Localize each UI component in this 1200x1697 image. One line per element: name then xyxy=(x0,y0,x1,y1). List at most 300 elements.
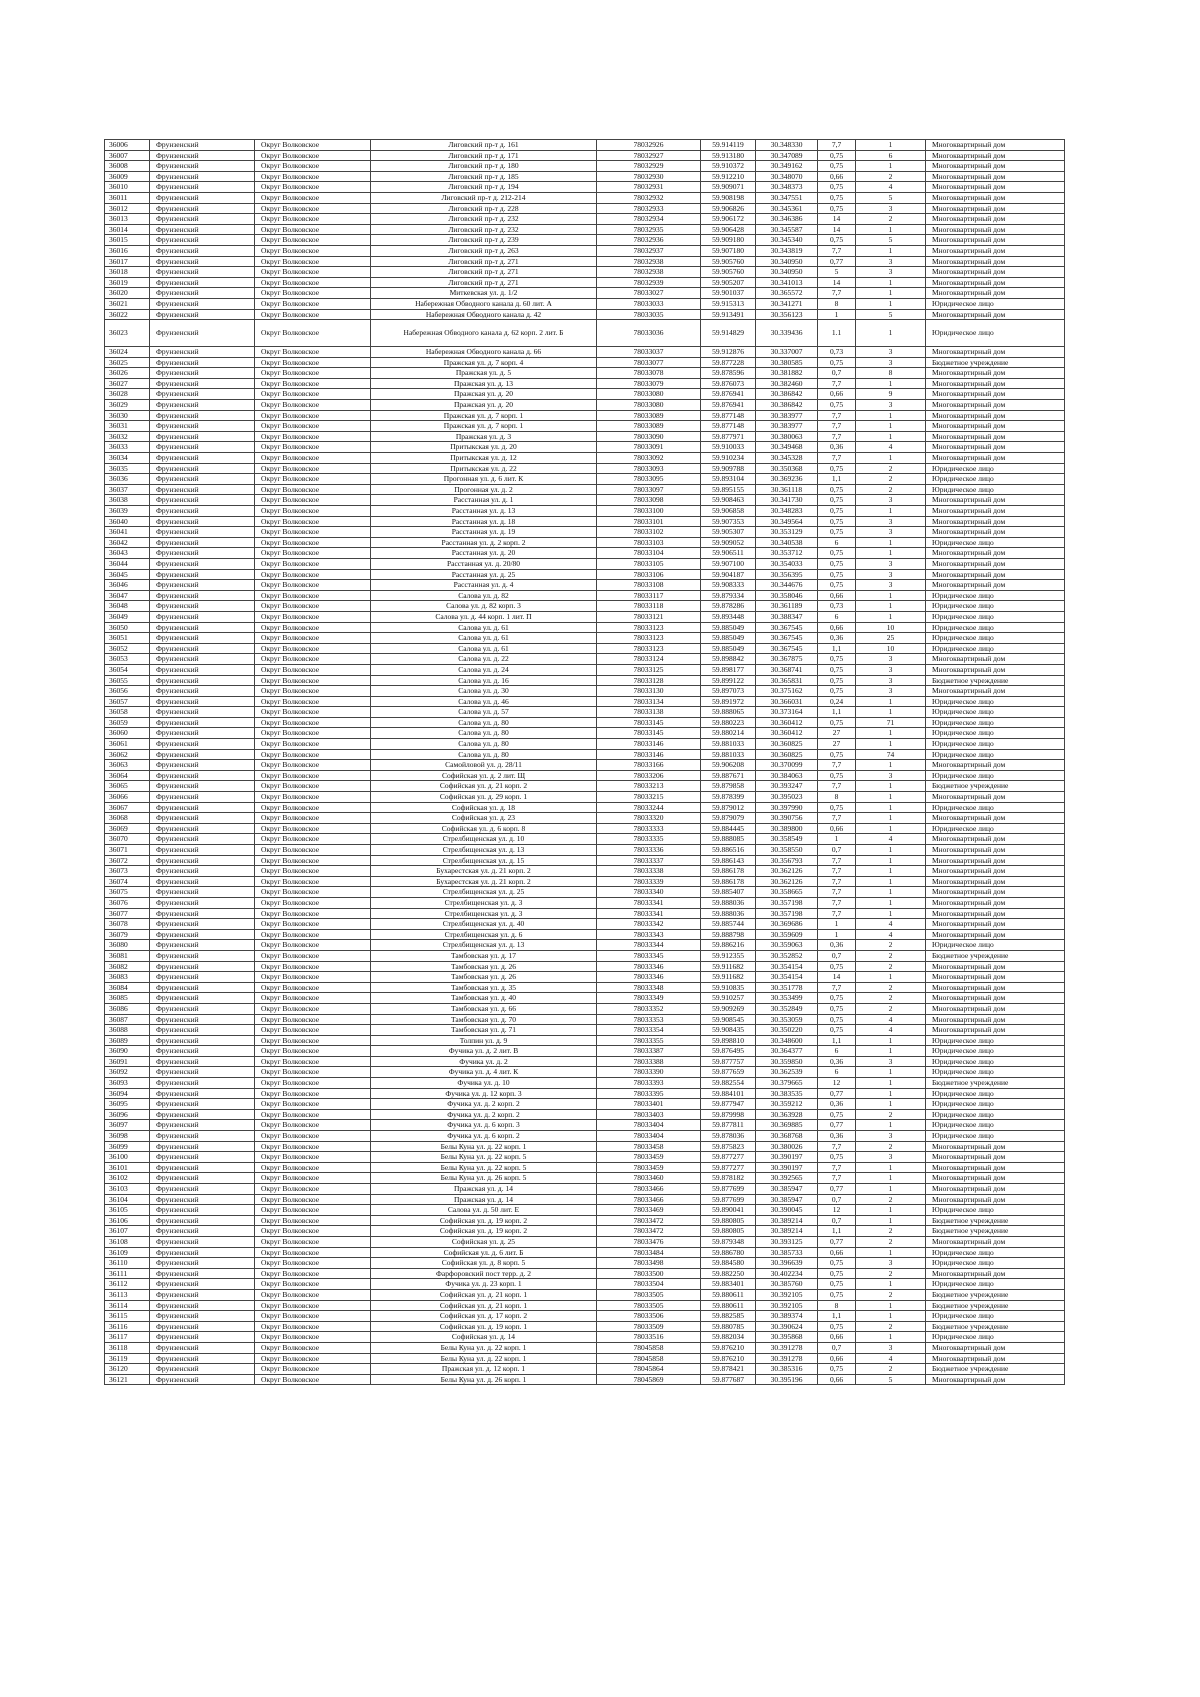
count-cell: 3 xyxy=(856,770,926,781)
longitude-cell: 30.385947 xyxy=(756,1194,818,1205)
volume-cell: 0,7 xyxy=(818,1194,856,1205)
municipality-cell: Округ Волковское xyxy=(255,1025,371,1036)
count-cell: 2 xyxy=(856,1289,926,1300)
municipality-cell: Округ Волковское xyxy=(255,982,371,993)
table-row xyxy=(105,643,1065,654)
table-row xyxy=(105,1088,1065,1099)
address-cell: Софийская ул. д. 19 корп. 2 xyxy=(371,1226,597,1237)
latitude-cell: 59.914119 xyxy=(701,140,756,151)
latitude-cell: 59.878596 xyxy=(701,368,756,379)
longitude-cell: 30.339436 xyxy=(756,320,818,347)
address-cell: Белы Куна ул. д. 22 корп. 1 xyxy=(371,1353,597,1364)
table-row xyxy=(105,611,1065,622)
count-cell: 2 xyxy=(856,1109,926,1120)
object-code-cell: 78032937 xyxy=(597,245,701,256)
count-cell: 2 xyxy=(856,1194,926,1205)
count-cell: 1 xyxy=(856,1120,926,1131)
object-code-cell: 78033146 xyxy=(597,739,701,750)
count-cell: 3 xyxy=(856,495,926,506)
volume-cell: 0,77 xyxy=(818,1088,856,1099)
latitude-cell: 59.876941 xyxy=(701,400,756,411)
count-cell: 4 xyxy=(856,1025,926,1036)
object-code-cell: 78033403 xyxy=(597,1109,701,1120)
record-id-cell: 36076 xyxy=(105,897,150,908)
latitude-cell: 59.909052 xyxy=(701,537,756,548)
longitude-cell: 30.379665 xyxy=(756,1078,818,1089)
latitude-cell: 59.876210 xyxy=(701,1353,756,1364)
district-cell: Фрунзенский xyxy=(150,1152,255,1163)
latitude-cell: 59.910234 xyxy=(701,453,756,464)
latitude-cell: 59.908198 xyxy=(701,192,756,203)
volume-cell: 0,73 xyxy=(818,347,856,358)
address-cell: Притыкская ул. д. 20 xyxy=(371,442,597,453)
volume-cell: 0,75 xyxy=(818,802,856,813)
longitude-cell: 30.367545 xyxy=(756,622,818,633)
object-code-cell: 78033097 xyxy=(597,484,701,495)
object-code-cell: 78033459 xyxy=(597,1162,701,1173)
volume-cell: 27 xyxy=(818,728,856,739)
owner-type-cell: Многоквартирный дом xyxy=(926,1025,1065,1036)
district-cell: Фрунзенский xyxy=(150,993,255,1004)
district-cell: Фрунзенский xyxy=(150,792,255,803)
record-id-cell: 36025 xyxy=(105,357,150,368)
longitude-cell: 30.385316 xyxy=(756,1364,818,1375)
table-row xyxy=(105,845,1065,856)
address-cell: Стрелбищенская ул. д. 3 xyxy=(371,908,597,919)
owner-type-cell: Бюджетное учреждение xyxy=(926,1289,1065,1300)
count-cell: 1 xyxy=(856,897,926,908)
owner-type-cell: Юридическое лицо xyxy=(926,1109,1065,1120)
owner-type-cell: Многоквартирный дом xyxy=(926,527,1065,538)
owner-type-cell: Многоквартирный дом xyxy=(926,442,1065,453)
volume-cell: 7,7 xyxy=(818,1141,856,1152)
count-cell: 3 xyxy=(856,654,926,665)
district-cell: Фрунзенский xyxy=(150,950,255,961)
volume-cell: 0,75 xyxy=(818,357,856,368)
table-row xyxy=(105,1099,1065,1110)
longitude-cell: 30.383977 xyxy=(756,410,818,421)
record-id-cell: 36048 xyxy=(105,601,150,612)
municipality-cell: Округ Волковское xyxy=(255,1046,371,1057)
district-cell: Фрунзенский xyxy=(150,1342,255,1353)
latitude-cell: 59.905207 xyxy=(701,277,756,288)
object-code-cell: 78033108 xyxy=(597,580,701,591)
longitude-cell: 30.352849 xyxy=(756,1003,818,1014)
table-row xyxy=(105,1353,1065,1364)
municipality-cell: Округ Волковское xyxy=(255,453,371,464)
address-cell: Набережная Обводного канала д. 60 лит. А xyxy=(371,298,597,309)
longitude-cell: 30.353129 xyxy=(756,527,818,538)
count-cell: 74 xyxy=(856,749,926,760)
object-code-cell: 78033395 xyxy=(597,1088,701,1099)
table-row xyxy=(105,161,1065,172)
address-cell: Лиговский пр-т д. 185 xyxy=(371,171,597,182)
latitude-cell: 59.908545 xyxy=(701,1014,756,1025)
district-cell: Фрунзенский xyxy=(150,643,255,654)
record-id-cell: 36069 xyxy=(105,823,150,834)
district-cell: Фрунзенский xyxy=(150,182,255,193)
owner-type-cell: Юридическое лицо xyxy=(926,611,1065,622)
count-cell: 1 xyxy=(856,1311,926,1322)
longitude-cell: 30.385947 xyxy=(756,1184,818,1195)
object-code-cell: 78033466 xyxy=(597,1194,701,1205)
table-row xyxy=(105,1025,1065,1036)
municipality-cell: Округ Волковское xyxy=(255,633,371,644)
count-cell: 5 xyxy=(856,1374,926,1385)
municipality-cell: Округ Волковское xyxy=(255,431,371,442)
latitude-cell: 59.880805 xyxy=(701,1215,756,1226)
latitude-cell: 59.880785 xyxy=(701,1321,756,1332)
count-cell: 3 xyxy=(856,1152,926,1163)
municipality-cell: Округ Волковское xyxy=(255,357,371,368)
object-code-cell: 78032927 xyxy=(597,150,701,161)
table-row xyxy=(105,1374,1065,1385)
volume-cell: 0,75 xyxy=(818,1279,856,1290)
record-id-cell: 36116 xyxy=(105,1321,150,1332)
table-row xyxy=(105,1035,1065,1046)
table-row xyxy=(105,1141,1065,1152)
municipality-cell: Округ Волковское xyxy=(255,1152,371,1163)
municipality-cell: Округ Волковское xyxy=(255,463,371,474)
table-row xyxy=(105,569,1065,580)
owner-type-cell: Юридическое лицо xyxy=(926,1247,1065,1258)
address-cell: Софийская ул. д. 21 корп. 1 xyxy=(371,1300,597,1311)
longitude-cell: 30.360412 xyxy=(756,728,818,739)
record-id-cell: 36010 xyxy=(105,182,150,193)
address-cell: Софийская ул. д. 23 xyxy=(371,813,597,824)
longitude-cell: 30.352852 xyxy=(756,950,818,961)
count-cell: 1 xyxy=(856,590,926,601)
object-code-cell: 78033080 xyxy=(597,400,701,411)
count-cell: 1 xyxy=(856,739,926,750)
owner-type-cell: Многоквартирный дом xyxy=(926,1374,1065,1385)
longitude-cell: 30.362126 xyxy=(756,866,818,877)
longitude-cell: 30.375162 xyxy=(756,686,818,697)
object-code-cell: 78033089 xyxy=(597,421,701,432)
district-cell: Фрунзенский xyxy=(150,309,255,320)
district-cell: Фрунзенский xyxy=(150,1162,255,1173)
table-row xyxy=(105,1258,1065,1269)
volume-cell: 0,66 xyxy=(818,171,856,182)
longitude-cell: 30.337007 xyxy=(756,347,818,358)
district-cell: Фрунзенский xyxy=(150,1364,255,1375)
volume-cell: 1 xyxy=(818,834,856,845)
count-cell: 3 xyxy=(856,256,926,267)
record-id-cell: 36011 xyxy=(105,192,150,203)
district-cell: Фрунзенский xyxy=(150,611,255,622)
address-cell: Пражская ул. д. 13 xyxy=(371,378,597,389)
count-cell: 71 xyxy=(856,717,926,728)
record-id-cell: 36117 xyxy=(105,1332,150,1343)
volume-cell: 0,75 xyxy=(818,1268,856,1279)
latitude-cell: 59.880805 xyxy=(701,1226,756,1237)
record-id-cell: 36099 xyxy=(105,1141,150,1152)
count-cell: 2 xyxy=(856,961,926,972)
object-code-cell: 78033458 xyxy=(597,1141,701,1152)
volume-cell: 0,75 xyxy=(818,1321,856,1332)
record-id-cell: 36027 xyxy=(105,378,150,389)
volume-cell: 1,1 xyxy=(818,707,856,718)
district-cell: Фрунзенский xyxy=(150,298,255,309)
address-cell: Пражская ул. д. 7 корп. 1 xyxy=(371,410,597,421)
volume-cell: 7,7 xyxy=(818,908,856,919)
table-row xyxy=(105,1300,1065,1311)
record-id-cell: 36042 xyxy=(105,537,150,548)
count-cell: 1 xyxy=(856,277,926,288)
table-row xyxy=(105,288,1065,299)
owner-type-cell: Многоквартирный дом xyxy=(926,548,1065,559)
owner-type-cell: Юридическое лицо xyxy=(926,1099,1065,1110)
owner-type-cell: Юридическое лицо xyxy=(926,739,1065,750)
latitude-cell: 59.878036 xyxy=(701,1131,756,1142)
object-code-cell: 78033348 xyxy=(597,982,701,993)
address-cell: Салова ул. д. 30 xyxy=(371,686,597,697)
count-cell: 1 xyxy=(856,1046,926,1057)
municipality-cell: Округ Волковское xyxy=(255,1258,371,1269)
owner-type-cell: Юридическое лицо xyxy=(926,707,1065,718)
municipality-cell: Округ Волковское xyxy=(255,696,371,707)
district-cell: Фрунзенский xyxy=(150,267,255,278)
object-code-cell: 78032929 xyxy=(597,161,701,172)
address-cell: Софийская ул. д. 19 корп. 1 xyxy=(371,1321,597,1332)
municipality-cell: Округ Волковское xyxy=(255,876,371,887)
owner-type-cell: Юридическое лицо xyxy=(926,717,1065,728)
municipality-cell: Округ Волковское xyxy=(255,378,371,389)
municipality-cell: Округ Волковское xyxy=(255,972,371,983)
table-row xyxy=(105,993,1065,1004)
longitude-cell: 30.351778 xyxy=(756,982,818,993)
latitude-cell: 59.877971 xyxy=(701,431,756,442)
object-code-cell: 78033125 xyxy=(597,664,701,675)
latitude-cell: 59.907100 xyxy=(701,558,756,569)
table-row xyxy=(105,887,1065,898)
volume-cell: 0,75 xyxy=(818,203,856,214)
latitude-cell: 59.895155 xyxy=(701,484,756,495)
table-row xyxy=(105,664,1065,675)
record-id-cell: 36053 xyxy=(105,654,150,665)
record-id-cell: 36067 xyxy=(105,802,150,813)
longitude-cell: 30.390624 xyxy=(756,1321,818,1332)
table-row xyxy=(105,590,1065,601)
latitude-cell: 59.910835 xyxy=(701,982,756,993)
count-cell: 3 xyxy=(856,1056,926,1067)
owner-type-cell: Юридическое лицо xyxy=(926,1258,1065,1269)
owner-type-cell: Многоквартирный дом xyxy=(926,224,1065,235)
owner-type-cell: Многоквартирный дом xyxy=(926,288,1065,299)
longitude-cell: 30.350368 xyxy=(756,463,818,474)
district-cell: Фрунзенский xyxy=(150,214,255,225)
municipality-cell: Округ Волковское xyxy=(255,506,371,517)
owner-type-cell: Многоквартирный дом xyxy=(926,140,1065,151)
volume-cell: 0,77 xyxy=(818,1120,856,1131)
record-id-cell: 36107 xyxy=(105,1226,150,1237)
volume-cell: 5 xyxy=(818,267,856,278)
count-cell: 3 xyxy=(856,569,926,580)
latitude-cell: 59.907353 xyxy=(701,516,756,527)
object-code-cell: 78033498 xyxy=(597,1258,701,1269)
longitude-cell: 30.349564 xyxy=(756,516,818,527)
table-row xyxy=(105,347,1065,358)
owner-type-cell: Многоквартирный дом xyxy=(926,845,1065,856)
record-id-cell: 36034 xyxy=(105,453,150,464)
address-cell: Пражская ул. д. 5 xyxy=(371,368,597,379)
municipality-cell: Округ Волковское xyxy=(255,1162,371,1173)
count-cell: 1 xyxy=(856,298,926,309)
latitude-cell: 59.915313 xyxy=(701,298,756,309)
district-cell: Фрунзенский xyxy=(150,1279,255,1290)
latitude-cell: 59.906208 xyxy=(701,760,756,771)
longitude-cell: 30.389214 xyxy=(756,1215,818,1226)
object-code-cell: 78033472 xyxy=(597,1215,701,1226)
municipality-cell: Округ Волковское xyxy=(255,1078,371,1089)
address-cell: Бухарестская ул. д. 21 корп. 2 xyxy=(371,866,597,877)
address-cell: Стрелбищенская ул. д. 10 xyxy=(371,834,597,845)
table-row xyxy=(105,484,1065,495)
latitude-cell: 59.882585 xyxy=(701,1311,756,1322)
owner-type-cell: Юридическое лицо xyxy=(926,1046,1065,1057)
municipality-cell: Округ Волковское xyxy=(255,950,371,961)
object-code-cell: 78045864 xyxy=(597,1364,701,1375)
record-id-cell: 36057 xyxy=(105,696,150,707)
table-row xyxy=(105,235,1065,246)
record-id-cell: 36033 xyxy=(105,442,150,453)
count-cell: 3 xyxy=(856,1258,926,1269)
volume-cell: 0,75 xyxy=(818,400,856,411)
count-cell: 3 xyxy=(856,357,926,368)
longitude-cell: 30.363928 xyxy=(756,1109,818,1120)
municipality-cell: Округ Волковское xyxy=(255,866,371,877)
latitude-cell: 59.906172 xyxy=(701,214,756,225)
object-code-cell: 78033504 xyxy=(597,1279,701,1290)
owner-type-cell: Юридическое лицо xyxy=(926,1332,1065,1343)
district-cell: Фрунзенский xyxy=(150,484,255,495)
volume-cell: 14 xyxy=(818,277,856,288)
record-id-cell: 36119 xyxy=(105,1353,150,1364)
district-cell: Фрунзенский xyxy=(150,410,255,421)
municipality-cell: Округ Волковское xyxy=(255,993,371,1004)
count-cell: 1 xyxy=(856,1205,926,1216)
table-row xyxy=(105,823,1065,834)
latitude-cell: 59.880223 xyxy=(701,717,756,728)
record-id-cell: 36063 xyxy=(105,760,150,771)
municipality-cell: Округ Волковское xyxy=(255,1003,371,1014)
address-cell: Тамбовская ул. д. 71 xyxy=(371,1025,597,1036)
district-cell: Фрунзенский xyxy=(150,1289,255,1300)
volume-cell: 0,77 xyxy=(818,1236,856,1247)
longitude-cell: 30.357198 xyxy=(756,908,818,919)
volume-cell: 8 xyxy=(818,1300,856,1311)
municipality-cell: Округ Волковское xyxy=(255,1067,371,1078)
owner-type-cell: Юридическое лицо xyxy=(926,590,1065,601)
object-code-cell: 78033387 xyxy=(597,1046,701,1057)
object-code-cell: 78033338 xyxy=(597,866,701,877)
owner-type-cell: Юридическое лицо xyxy=(926,484,1065,495)
municipality-cell: Округ Волковское xyxy=(255,1311,371,1322)
address-cell: Белы Куна ул. д. 22 корп. 5 xyxy=(371,1162,597,1173)
longitude-cell: 30.384063 xyxy=(756,770,818,781)
municipality-cell: Округ Волковское xyxy=(255,1056,371,1067)
address-cell: Стрелбищенская ул. д. 15 xyxy=(371,855,597,866)
object-code-cell: 78033353 xyxy=(597,1014,701,1025)
object-code-cell: 78033035 xyxy=(597,309,701,320)
municipality-cell: Округ Волковское xyxy=(255,214,371,225)
owner-type-cell: Бюджетное учреждение xyxy=(926,1226,1065,1237)
latitude-cell: 59.910372 xyxy=(701,161,756,172)
volume-cell: 0,36 xyxy=(818,940,856,951)
owner-type-cell: Многоквартирный дом xyxy=(926,972,1065,983)
address-cell: Расстанная ул. д. 20 xyxy=(371,548,597,559)
record-id-cell: 36081 xyxy=(105,950,150,961)
volume-cell: 0,75 xyxy=(818,1109,856,1120)
owner-type-cell: Многоквартирный дом xyxy=(926,866,1065,877)
district-cell: Фрунзенский xyxy=(150,1194,255,1205)
longitude-cell: 30.366031 xyxy=(756,696,818,707)
object-code-cell: 78033102 xyxy=(597,527,701,538)
longitude-cell: 30.397990 xyxy=(756,802,818,813)
object-code-cell: 78033401 xyxy=(597,1099,701,1110)
district-cell: Фрунзенский xyxy=(150,1268,255,1279)
latitude-cell: 59.876495 xyxy=(701,1046,756,1057)
address-cell: Салова ул. д. 80 xyxy=(371,749,597,760)
district-cell: Фрунзенский xyxy=(150,1141,255,1152)
record-id-cell: 36088 xyxy=(105,1025,150,1036)
district-cell: Фрунзенский xyxy=(150,569,255,580)
longitude-cell: 30.392565 xyxy=(756,1173,818,1184)
owner-type-cell: Многоквартирный дом xyxy=(926,982,1065,993)
volume-cell: 0,75 xyxy=(818,961,856,972)
address-cell: Фучика ул. д. 4 лит. К xyxy=(371,1067,597,1078)
table-row xyxy=(105,1279,1065,1290)
record-id-cell: 36015 xyxy=(105,235,150,246)
record-id-cell: 36095 xyxy=(105,1099,150,1110)
volume-cell: 7,7 xyxy=(818,421,856,432)
latitude-cell: 59.886516 xyxy=(701,845,756,856)
owner-type-cell: Многоквартирный дом xyxy=(926,378,1065,389)
record-id-cell: 36018 xyxy=(105,267,150,278)
longitude-cell: 30.346386 xyxy=(756,214,818,225)
count-cell: 1 xyxy=(856,1215,926,1226)
volume-cell: 7,7 xyxy=(818,897,856,908)
count-cell: 1 xyxy=(856,728,926,739)
object-code-cell: 78032931 xyxy=(597,182,701,193)
longitude-cell: 30.388347 xyxy=(756,611,818,622)
district-cell: Фрунзенский xyxy=(150,1247,255,1258)
latitude-cell: 59.877947 xyxy=(701,1099,756,1110)
latitude-cell: 59.886178 xyxy=(701,876,756,887)
table-row xyxy=(105,813,1065,824)
latitude-cell: 59.891972 xyxy=(701,696,756,707)
table-row xyxy=(105,749,1065,760)
table-row xyxy=(105,950,1065,961)
volume-cell: 7,7 xyxy=(818,982,856,993)
municipality-cell: Округ Волковское xyxy=(255,1332,371,1343)
latitude-cell: 59.885049 xyxy=(701,622,756,633)
district-cell: Фрунзенский xyxy=(150,558,255,569)
municipality-cell: Округ Волковское xyxy=(255,1035,371,1046)
count-cell: 2 xyxy=(856,1321,926,1332)
latitude-cell: 59.888036 xyxy=(701,897,756,908)
owner-type-cell: Юридическое лицо xyxy=(926,463,1065,474)
address-cell: Пражская ул. д. 20 xyxy=(371,389,597,400)
object-code-cell: 78033352 xyxy=(597,1003,701,1014)
owner-type-cell: Многоквартирный дом xyxy=(926,569,1065,580)
latitude-cell: 59.877811 xyxy=(701,1120,756,1131)
record-id-cell: 36112 xyxy=(105,1279,150,1290)
object-code-cell: 78033516 xyxy=(597,1332,701,1343)
address-cell: Салова ул. д. 82 корп. 3 xyxy=(371,601,597,612)
latitude-cell: 59.905307 xyxy=(701,527,756,538)
object-code-cell: 78032935 xyxy=(597,224,701,235)
